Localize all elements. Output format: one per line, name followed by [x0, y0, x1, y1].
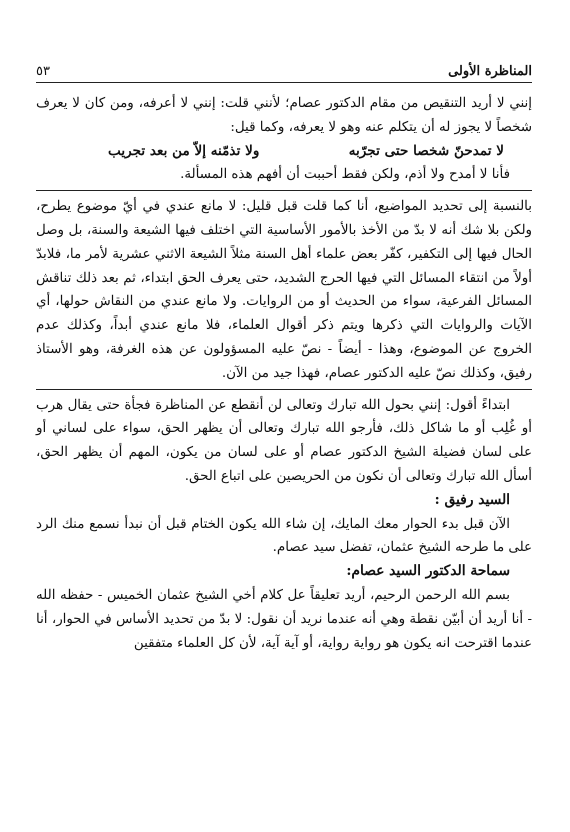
paragraph-1b: فأنا لا أمدح ولا أذم، ولكن فقط أحببت أن أفهم هذه المسألة.: [180, 167, 510, 183]
poem-hemistich-2: ولا تذمّنه إلاّ من بعد تجريب: [108, 142, 260, 159]
poem-hemistich-1: لا تمدحنّ شخصا حتى تجرّبه: [348, 142, 504, 159]
page-body: [36, 92, 532, 655]
section-divider: [36, 389, 532, 390]
speaker-heading-rafiq: السيد رفيق :: [434, 491, 510, 508]
poem-verse: [36, 140, 532, 164]
paragraph-4: الآن قبل بدء الحوار معك المايك، إن شاء الله يكون الختام قبل أن نبدأ نسمع منك الرد على ما طرحه الشيخ عثمان، تفضل سيد عصام.: [36, 516, 532, 556]
running-header: [36, 56, 532, 83]
paragraph-3: ابتداءً أقول: إنني بحول الله تبارك وتعالى لن أنقطع عن المناظرة فجأة حتى يقال هرب أو غُلِب أو ما شاكل ذلك، فأرجو الله تبارك وتعالى أن يظهر الحق، سواء على لساني أو على لسان فضيلة الشيخ الدكتور عصام أو على لسان من يكون، المهم أن يظهر الحق، أسأل الله تبارك وتعالى أن نكون من الحريصين على اتباع الحق.: [36, 397, 532, 484]
paragraph-2: بالنسبة إلى تحديد المواضيع، أنا كما قلت قبل قليل: لا مانع عندي في أيّ موضوع يطرح، ولكن بلا شك أنه لا بدّ من الأخذ بالأمور الأساسية التي اختلف فيها الشيعة والسنة، بل وصل الحال فيها إلى التكفير، كفّر بعض علماء أهل السنة مثلاً الشيعة الاثني عشرية لأمر ما، فلابدّ أولاً من انتقاء المسائل التي فيها الحرج الشديد، حتى يعرف الحق ابتداء، ثم بعد ذلك تناقش المسائل الفرعية، سواء من الحديث أو من الروايات. ولا مانع عندي من النقاش حولها، أي الآيات والروايات التي ذكرها ويتم ذكر أقوال العلماء، فلا مانع عندي أبداً، وكذلك عدم الخروج عن الموضوع، وهذا - أيضاً - نصّ عليه المسؤولون عن هذه الغرفة، وهو الأستاذ رفيق، وكذلك نصّ عليه الدكتور عصام، فهذا جيد من الآن.: [36, 199, 532, 381]
section-divider: [36, 190, 532, 191]
paragraph-1a: إنني لا أريد التنقيص من مقام الدكتور عصام؛ لأنني قلت: إنني لا أعرفه، ومن كان لا يعرف شخصاً لا يجوز له أن يتكلم عنه وهو لا يعرفه، وكما قيل:: [36, 96, 532, 135]
page-number: ٥٣: [36, 64, 50, 79]
running-title: المناظرة الأولى: [448, 64, 532, 79]
speaker-heading-essam: سماحة الدكتور السيد عصام:: [346, 563, 510, 580]
paragraph-5: بسم الله الرحمن الرحيم، أريد تعليقاً عل كلام أخي الشيخ عثمان الخميس - حفظه الله - أنا أريد أن أبيّن نقطة وهي أنه عندما نريد أن نقول: لا بدّ من تحديد الأساس في الحوار، أنا عندما اقترحت انه يكون هو رواية رواية، أو آية آية، لأن كل العلماء متفقين: [36, 587, 532, 651]
